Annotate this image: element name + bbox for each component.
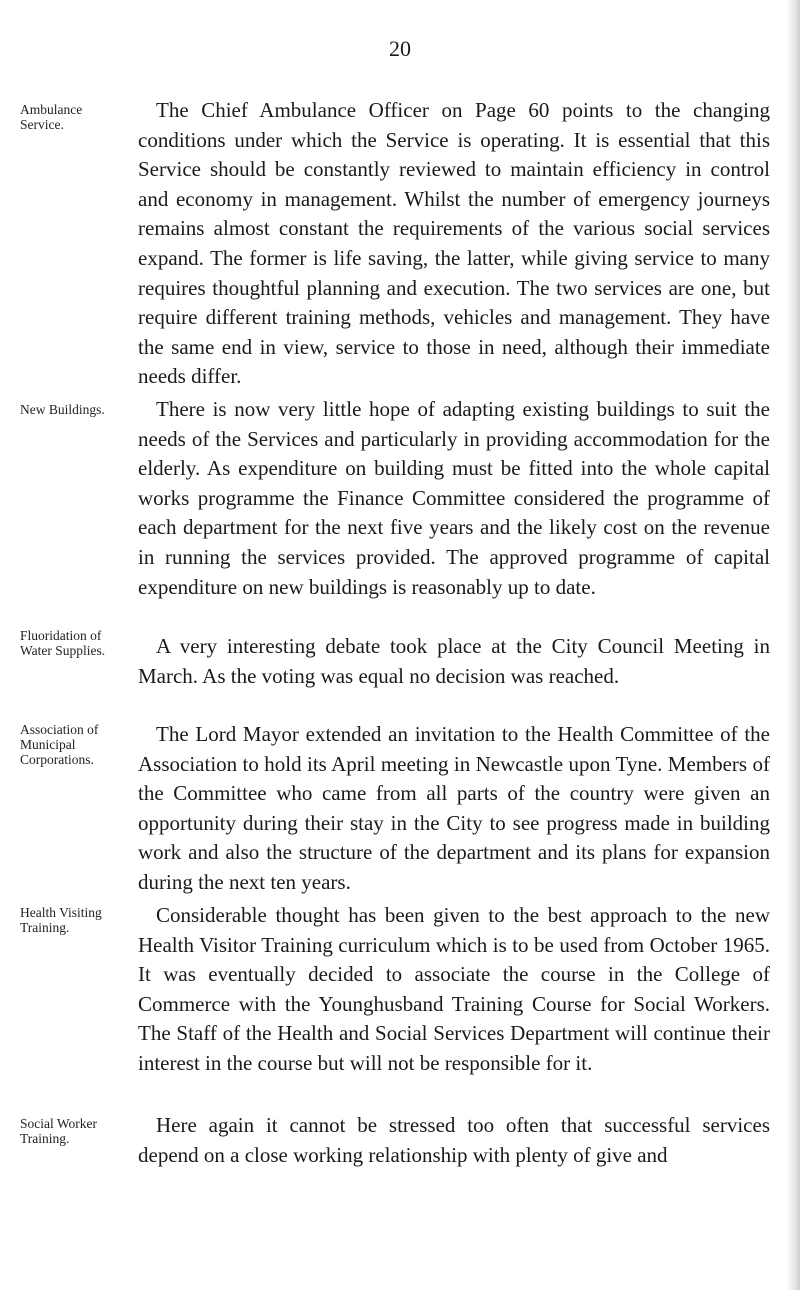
- paragraph: Here again it cannot be stressed too often that successful services depend on a close working relationship with plenty of give and: [138, 1113, 770, 1167]
- paragraph: The Chief Ambulance Officer on Page 60 points to the changing conditions under which the Service is operating. It is essential that this Service should be constantly reviewed to maintain efficiency in control and economy in management. Whilst the number of emergency journeys remains almost constant the requirements of the various social services expand. The former is life saving, the latter, while giving service to many requires thoughtful planning and execution. The two services are one, but require different training methods, vehicles and management. They have the same end in view, service to those in need, although their immediate needs differ.: [138, 98, 770, 389]
- paragraph: Considerable thought has been given to the best approach to the new Health Visitor Training curriculum which is to be used from October 1965. It was eventually decided to associate the course in the College of Commerce with the Younghusband Training Course for Social Workers. The Staff of the Health and Social Services Department will continue their interest in the course but will not be responsible for it.: [138, 903, 770, 1075]
- side-label: Social Worker Training.: [20, 1116, 98, 1146]
- side-label: Association of Municipal Corporations.: [20, 722, 99, 767]
- side-label: Ambulance Service.: [20, 102, 83, 132]
- page-number: 20: [389, 36, 411, 61]
- side-label: New Buildings.: [20, 402, 105, 417]
- page-edge-shadow: [786, 0, 800, 1290]
- side-label: Health Visiting Training.: [20, 905, 102, 935]
- side-label: Fluoridation of Water Supplies.: [20, 628, 106, 658]
- paragraph: There is now very little hope of adapting existing buildings to suit the needs of the Services and particularly in providing accommodation for the elderly. As expenditure on building must be fitted into the whole capital works programme the Finance Committee considered the programme of each department for the next five years and the likely cost on the revenue in running the services provided. The approved programme of capital expenditure on new buildings is reasonably up to date.: [138, 397, 770, 599]
- paragraph: The Lord Mayor extended an invitation to the Health Committee of the Association to hold its April meeting in Newcastle upon Tyne. Members of the Committee who came from all parts of the country were given an opportunity during their stay in the City to see progress made in building work and also the structure of the department and its plans for expansion during the next ten years.: [138, 722, 770, 894]
- paragraph: A very interesting debate took place at the City Council Meeting in March. As the voting was equal no decision was reached.: [138, 634, 770, 688]
